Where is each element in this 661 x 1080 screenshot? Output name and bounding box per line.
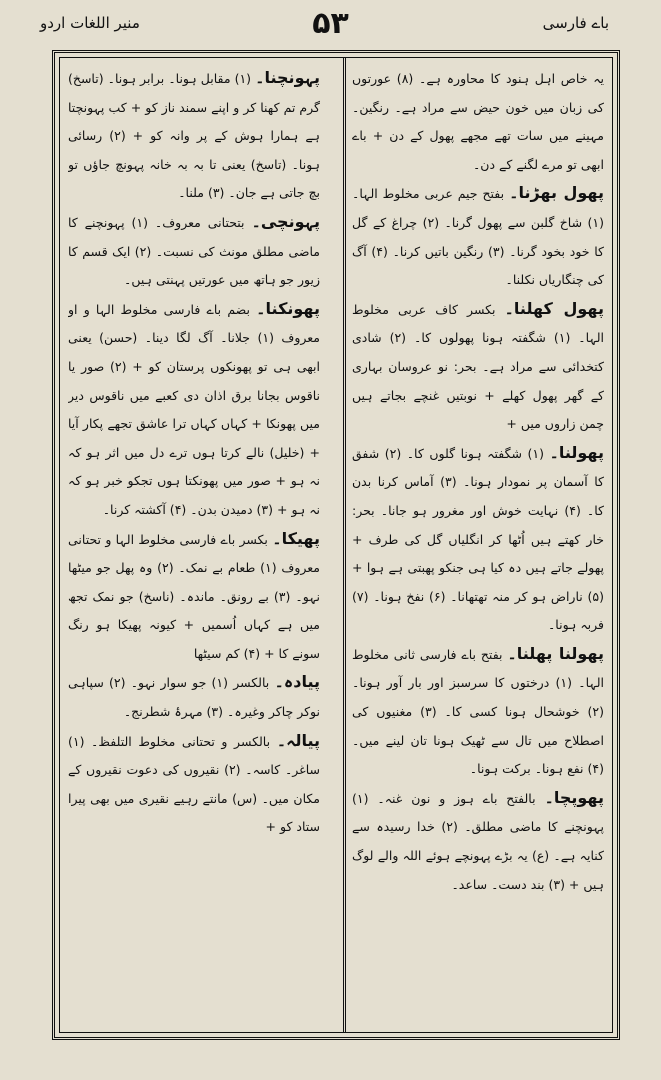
page-header — [0, 0, 661, 46]
entry-headword: پھولنا پھلنا۔ — [507, 643, 604, 663]
entry-headword: پھول کھلنا۔ — [504, 298, 604, 318]
dictionary-entry — [68, 668, 320, 726]
entry-definition: بالفتح باے ہوز و نون غنہ۔ (۱) پہونچنے کا ماضی مطلق۔ (۲) خدا رسیدہ سے کنایہ ہے۔ (ع) یہ بڑے پہونچے ہوئے اللہ والے لوگ ہیں + (۳) بند دست۔ ساعد۔ — [352, 790, 604, 892]
entry-headword: پیادہ۔ — [274, 672, 320, 692]
entry-definition: (۱) مقابل ہونا۔ برابر ہونا۔ (تاسخ) گرم تم کھنا کر و اپنے سمند ناز کو + کب پہونچتا ہے ہمارا ہوش کے پر وانہ کو + (۲) رسائی ہونا۔ (تاسخ) یعنی تا بہ بہ خانہ پہونچ جاؤں تو بچ جاتی ہے جان۔ (۳) ملنا۔ — [68, 71, 320, 201]
dictionary-entry — [68, 208, 320, 295]
entry-definition: بضم باے فارسی مخلوط الہا و او معروف (۱) جلانا۔ آگ لگا دینا۔ (حسن) یعنی ابھی ہی تو پھونکوں پرستان کو + (۲) صور یا ناقوس بجانا برق اذان دی کعبے میں ناقوس دیر میں پھونکا + کہاں کہاں ترا عاشق تجھے پکار آیا + (خلیل) نالے کرتا ہوں ترے دل میں اثر ہو کہ نہ ہو + صور میں پھونکتا ہوں تجکو خبر ہو کہ نہ ہو + (۳) دمیدن بدن۔ (۴) آکشتہ کرنا۔ — [68, 301, 320, 517]
entry-definition: بفتح جیم عربی مخلوط الہا۔ (۱) شاخ گلبن سے پھول گرنا۔ (۲) چراغ کے گل کا خود بخود گرنا۔ (۳) رنگین باتیں کرنا۔ (۴) آگ کی چنگاریاں نکلنا۔ — [352, 186, 604, 288]
entry-definition: (۱) شگفتہ ہونا گلوں کا۔ (۲) شفق کا آسمان پر نمودار ہونا۔ (۳) آماس کرنا بدن کا۔ (۴) نہایت خوش اور مغرور ہو جانا۔ بحر: خار کھتے ہیں اُٹھا کر انگلیاں گل کی طرف + پھولے جاتے ہیں دہ کیا ہی جنکو پھبتی ہے ہوا + (۵) ناراض ہو کر منہ تھتھانا۔ (۶) نفخ ہونا۔ (۷) فربہ ہونا۔ — [352, 445, 604, 633]
right-column — [352, 64, 604, 1026]
entry-headword: پھونکنا۔ — [256, 298, 320, 318]
entry-definition: یہ خاص اہل ہنود کا محاورہ ہے۔ (۸) عورتوں کی زبان میں خون حیض سے مراد ہے۔ رنگین۔ مہینے میں سات تھے مجھے پھول کے دن + باے ابھی تو مرے لگنے کے دن۔ — [352, 71, 604, 172]
entry-headword: پھولنا۔ — [549, 442, 604, 462]
entry-definition: بکسر کاف عربی مخلوط الہا۔ (۱) شگفتہ ہونا پھولوں کا۔ (۲) شادی کتخدائی سے مراد ہے۔ بحر: نو عروسان بہاری کے گھر پھول کھلے + نوبتیں غنچے بجاتے ہیں چمن زاروں میں + — [352, 301, 604, 432]
entry-headword: پھول بھڑنا۔ — [509, 183, 604, 203]
entry-headword: پیالہ۔ — [276, 730, 320, 750]
left-column — [68, 64, 320, 1026]
dictionary-entry — [352, 640, 604, 784]
column-divider — [343, 58, 346, 1032]
page-number: ۵۳ — [312, 6, 349, 41]
dictionary-entry — [352, 179, 604, 294]
entry-definition: بتحتانی معروف۔ (۱) پہونچنے کا ماضی مطلق مونث کی نسبت۔ (۲) ایک قسم کا زیور جو ہاتھ میں عورتیں پہنتی ہیں۔ — [68, 214, 320, 288]
entry-headword: پہونچی۔ — [251, 211, 320, 231]
dictionary-entry — [352, 295, 604, 439]
book-title: منیر اللغات اردو — [40, 14, 140, 32]
dictionary-entry — [352, 439, 604, 640]
dictionary-entry — [352, 784, 604, 899]
entry-definition: بکسر باے فارسی مخلوط الہا و تحتانی معروف (۱) طعام بے نمک۔ (۲) وہ پھل جو میٹھا نہو۔ (۳) بے رونق۔ ماندہ۔ (ناسخ) جو نمک تجھ میں ہے کہاں اُسمیں + کیونہ پھیکا ہو رنگ سونے کا + (۴) کم سیٹھا — [68, 531, 320, 661]
dictionary-entry — [68, 727, 320, 842]
entry-definition: بفتح باے فارسی ثانی مخلوط الہا۔ (۱) درختوں کا سرسبز اور بار آور ہونا۔ (۲) خوشحال ہونا کسی کا۔ (۳) مغنیوں کی اصطلاح میں تال سے ٹھیک ہونا تان لینے میں۔ (۴) نفع ہونا۔ برکت ہونا۔ — [352, 646, 604, 777]
entry-headword: پھیکا۔ — [272, 528, 320, 548]
entry-definition: بالکسر (۱) جو سوار نہو۔ (۲) سپاہی نوکر چاکر وغیرہ۔ (۳) مہرۂ شطرنج۔ — [68, 675, 320, 720]
dictionary-entry — [352, 64, 604, 179]
dictionary-entry — [68, 64, 320, 208]
dictionary-entry — [68, 295, 320, 525]
frame-inner-border — [59, 57, 613, 1033]
entry-headword: پہونچنا۔ — [255, 68, 320, 87]
entry-definition: بالکسر و تحتانی مخلوط التلفظ۔ (۱) ساغر۔ کاسہ۔ (۲) نقیروں کی دعوت نقیروں کے مکان میں۔ (س) مانتے رہیے نقیری میں بھی پیرا ستاد کو + — [68, 733, 320, 835]
text-frame — [52, 50, 620, 1040]
entry-headword: پھوپچا۔ — [544, 787, 604, 807]
section-title: باے فارسی — [542, 14, 609, 32]
dictionary-entry — [68, 525, 320, 669]
